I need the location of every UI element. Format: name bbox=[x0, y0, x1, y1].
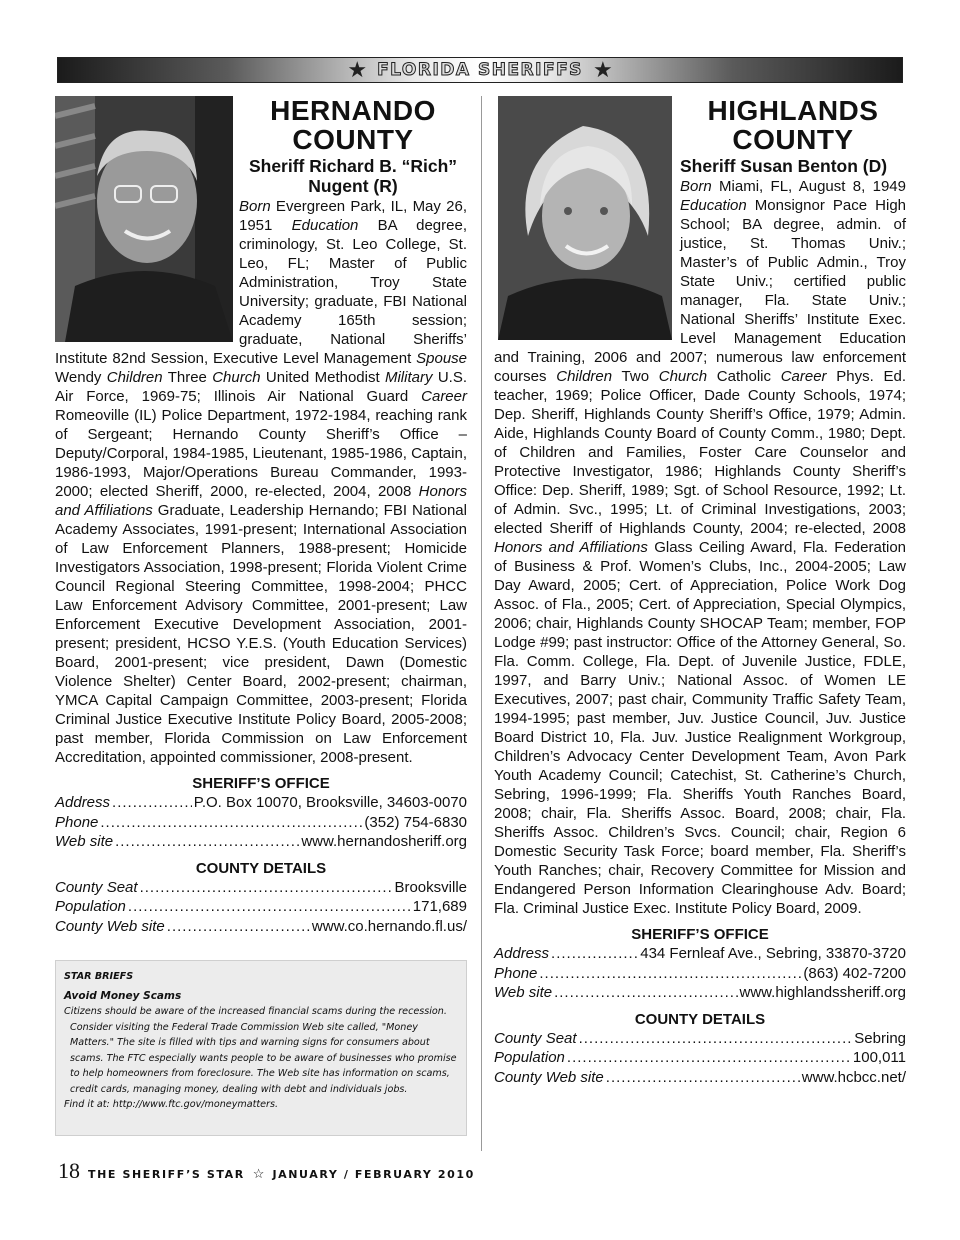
briefs-body: Citizens should be aware of the increased financial scams during the recession. Consider visiting the Federal Trade Commission Web site called, "Money Matters." The site is filled with tips and warning signs for consumers about scams. The FTC especially wants people to be aware of businesses who promise to help homeowners from foreclosure. The Web site has information on scams, credit cards, managing money, dealing with debt and individuals jobs. bbox=[64, 1006, 457, 1095]
county-details-heading: COUNTY DETAILS bbox=[634, 1010, 766, 1028]
county-seat-row: County Seat ..... Brooksville bbox=[55, 878, 467, 898]
population-row: Population ..... 100,011 bbox=[494, 1048, 906, 1068]
county-website-row: County Web site ..... www.hcbcc.net/ bbox=[494, 1068, 906, 1088]
issue-date: JANUARY / FEBRUARY 2010 bbox=[272, 1168, 475, 1181]
column-divider bbox=[481, 96, 482, 1151]
website-link[interactable]: www.highlandssheriff.org bbox=[739, 984, 906, 1001]
office-heading: SHERIFF’S OFFICE bbox=[631, 926, 769, 943]
highlands-column bbox=[494, 96, 906, 1087]
county-title: HERNANDO COUNTY bbox=[270, 95, 436, 155]
star-icon: ★ bbox=[347, 57, 368, 82]
star-briefs-box bbox=[55, 960, 467, 1136]
phone-row: Phone ..... (863) 402-7200 bbox=[494, 964, 906, 984]
sheriff-name: Sheriff Richard B. “Rich” Nugent (R) bbox=[248, 156, 458, 196]
briefs-headline: Avoid Money Scams bbox=[64, 989, 182, 1002]
county-details-heading: COUNTY DETAILS bbox=[195, 859, 327, 877]
portrait-image bbox=[498, 96, 672, 340]
briefs-label: STAR BRIEFS bbox=[64, 971, 134, 982]
county-seat-row: County Seat ..... Sebring bbox=[494, 1029, 906, 1049]
sheriff-bio: Born Evergreen Park, IL, May 26, 1951 Education BA degree, criminology, St. Leo College, St. Leo, FL; Master of Public Administration, Troy State University; graduate, FBI National Academy 165th session; graduate, National Sheriffs’ Institute 82nd Session, Executive Level Management Spouse Wendy Children Three Church United Methodist Military U.S. Air Force, 1969-75; Illinois Air National Guard Career Romeoville (IL) Police Department, 1972-1984, reaching rank of Sergeant; Hernando County Sheriff’s Office – Deputy/Corporal, 1984-1985, Lieutenant, 1985-1986, Captain, 1986-1993, Major/Operations Bureau Commander, 1993-2000; elected Sheriff, 2000, re-elected, 2004, 2008 Honors and Affiliations Graduate, Leadership Hernando; FBI National Academy Associates, 1991-present; International Association of Law Enforcement Planners, 1988-present; Homicide Investigators Association, 1998-present; Florida Violent Crime Council Regional Steering Committee, 1998-2004; PHCC Law Enforcement Advisory Committee, 2001-present; Law Enforcement Executive Development Association, 2001-present; president, HCSO Y.E.S. (Youth Education Services) Board, 2001-present; vice president, Dawn (Domestic Violence Shelter) Center Board, 2002-present; chairman, YMCA Capital Campaign Committee, 2003-present; Florida Criminal Justice Executive Institute Policy Board, 2005-2008; past member, Florida Commission on Law Enforcement Accreditation, appointed commissioner, 2008-present. bbox=[55, 198, 467, 766]
star-icon: ★ bbox=[592, 57, 613, 82]
sheriff-benton-photo bbox=[498, 96, 672, 340]
section-banner bbox=[57, 57, 903, 83]
address-row: Address ..... 434 Fernleaf Ave., Sebring, 33870-3720 bbox=[494, 944, 906, 964]
portrait-image bbox=[55, 96, 233, 342]
county-website-link[interactable]: www.hcbcc.net/ bbox=[801, 1068, 906, 1086]
county-website-link[interactable]: www.co.hernando.fl.us/ bbox=[311, 917, 467, 935]
banner-title: FLORIDA SHERIFFS bbox=[377, 60, 583, 80]
office-heading: SHERIFF’S OFFICE bbox=[192, 775, 330, 792]
website-link[interactable]: www.hernandosheriff.org bbox=[301, 833, 467, 850]
website-row: Web site ..... www.highlandssheriff.org bbox=[494, 983, 906, 1003]
address-row: Address ..... P.O. Box 10070, Brooksville, 34603-0070 bbox=[55, 793, 467, 813]
website-row: Web site ..... www.hernandosheriff.org bbox=[55, 832, 467, 852]
sheriff-nugent-photo bbox=[55, 96, 233, 342]
sheriff-name: Sheriff Susan Benton (D) bbox=[680, 156, 888, 176]
star-outline-icon: ☆ bbox=[252, 1166, 265, 1181]
county-title: HIGHLANDS COUNTY bbox=[707, 95, 879, 155]
sheriff-bio: Born Miami, FL, August 8, 1949 Education Monsignor Pace High School; BA degree, admin. of justice, St. Thomas Univ.; Master’s of Public Admin., Troy State Univ.; certified public manager, Fla. State Univ.; National Sheriffs’ Institute Exec. Level Management Education and Training, 2006 and 2007; numerous law enforcement courses Children Two Church Catholic Career Phys. Ed. teacher, 1969; Police Officer, Dade County Schools, 1974; Dep. Sheriff, Highlands County Sheriff’s Office, 1979; Admin. Aide, Highlands County Board of County Comm., 1980; Dept. of Children and Families, Foster Care Counselor and Protective Investigator, 1986; Highlands County Sheriff’s Office: Dep. Sheriff, 1989; Sgt. of School Resource, 1992; Lt. of Admin. Svc., 1995; Lt. of Criminal Investigations, 2003; elected Sheriff of Highlands County, 2004; re-elected, 2008 Honors and Affiliations Glass Ceiling Award, Fla. Federation of Business & Prof. Women’s Clubs, Inc., 2004-2005; Law Day Award, 2005; Cert. of Appreciation, Police Work Dog Assoc. of Fla., 2005; Cert. of Appreciation, Special Olympics, 2006; chair, Highlands County SHOCAP Team; member, FOP Lodge #99; past instructor: Office of the Attorney General, So. Fla. Comm. College, Fla. Dept. of Juvenile Justice, FDLE, 1997, and Barry Univ.; National Assoc. of Women LE Executives, 2007; past chair, Community Traffic Safety Team, 1994-1995; past member, Juv. Justice Council, Juv. Justice Board District 10, Fla. Juv. Justice Realignment Workgroup, Children’s Advocacy Center Development Team, Avon Park Youth Academy Council; Catechist, St. Catherine’s Church, Sebring, 1996-1999; Fla. Sheriffs Youth Ranches Board, 2008; chair, Fla. Sheriffs Assoc. Board, 2008; chair, Fla. Sheriffs Assoc. Children’s Svcs. Council; chair, Region 6 Domestic Security Task Force; board member, Fla. Sheriff’s Youth Ranches; chair, Recovery Committee for Mission and Endangered Person Information Clearinghouse Adv. Board; Fla. Criminal Justice Exec. Institute Policy Board, 2009. bbox=[494, 178, 907, 917]
population-row: Population ..... 171,689 bbox=[55, 897, 467, 917]
publication-name: THE SHERIFF’S STAR bbox=[88, 1168, 245, 1181]
county-website-row: County Web site ..... www.co.hernando.fl.us/ bbox=[55, 917, 467, 937]
briefs-link[interactable]: Find it at: http://www.ftc.gov/moneymatters. bbox=[64, 1099, 279, 1110]
page-number: 18 bbox=[58, 1158, 80, 1183]
page-footer bbox=[58, 1158, 475, 1184]
phone-row: Phone ..... (352) 754-6830 bbox=[55, 813, 467, 833]
hernando-column bbox=[55, 96, 467, 936]
